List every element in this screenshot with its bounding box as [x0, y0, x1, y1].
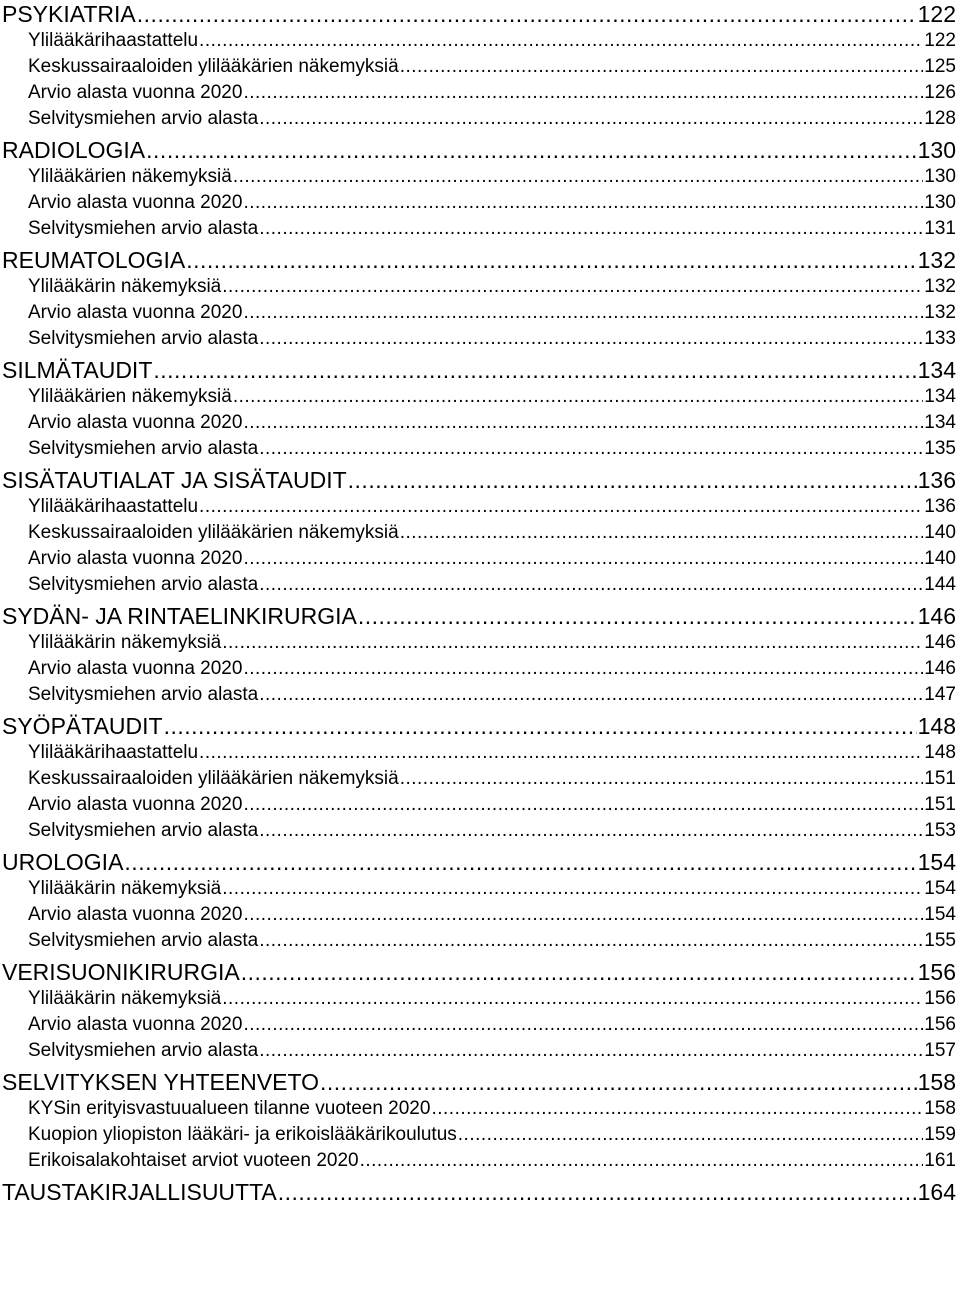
toc-subsection-entry[interactable]	[28, 164, 956, 190]
toc-entry-page-number: 130	[924, 192, 956, 213]
toc-entry-title: Selvitysmiehen arvio alasta	[28, 328, 259, 349]
toc-entry-title: Selvitysmiehen arvio alasta	[28, 218, 259, 239]
dot-leader	[222, 986, 923, 1012]
dot-leader	[146, 136, 916, 164]
dot-leader	[259, 106, 923, 132]
dot-leader	[400, 54, 924, 80]
dot-leader	[243, 80, 923, 106]
toc-entry-title: Arvio alasta vuonna 2020	[28, 412, 243, 433]
toc-subsection-entry[interactable]	[28, 326, 956, 352]
toc-entry-page-number: 130	[917, 137, 956, 163]
toc-entry-title: Arvio alasta vuonna 2020	[28, 82, 243, 103]
toc-chapter-entry[interactable]	[2, 1178, 956, 1206]
toc-subsection-entry[interactable]	[28, 740, 956, 766]
toc-entry-page-number: 144	[924, 574, 956, 595]
dot-leader	[153, 356, 916, 384]
dot-leader	[400, 766, 924, 792]
dot-leader	[259, 436, 923, 462]
toc-entry-title: Ylilääkärien näkemyksiä	[28, 166, 232, 187]
dot-leader	[124, 848, 916, 876]
dot-leader	[259, 682, 923, 708]
toc-entry-title: SILMÄTAUDIT	[2, 357, 153, 383]
dot-leader	[458, 1122, 924, 1148]
toc-entry-page-number: 132	[924, 276, 956, 297]
toc-entry-title: Arvio alasta vuonna 2020	[28, 658, 243, 679]
toc-entry-page-number: 133	[924, 328, 956, 349]
dot-leader	[243, 792, 923, 818]
toc-entry-title: Kuopion yliopiston lääkäri- ja erikoislääkärikoulutus	[28, 1124, 457, 1145]
toc-entry-page-number: 156	[924, 988, 956, 1009]
toc-entry-title: Ylilääkärin näkemyksiä	[28, 988, 222, 1009]
toc-entry-title: Arvio alasta vuonna 2020	[28, 794, 243, 815]
toc-entry-title: Selvitysmiehen arvio alasta	[28, 1040, 259, 1061]
dot-leader	[348, 466, 917, 494]
toc-subsection-entry[interactable]	[28, 792, 956, 818]
toc-entry-title: Arvio alasta vuonna 2020	[28, 192, 243, 213]
toc-entry-page-number: 159	[924, 1124, 956, 1145]
toc-subsection-entry[interactable]	[28, 928, 956, 954]
toc-entry-title: Keskussairaaloiden ylilääkärien näkemyksiä	[28, 522, 399, 543]
toc-entry-title: Erikoisalakohtaiset arviot vuoteen 2020	[28, 1150, 359, 1171]
toc-subsection-entry[interactable]	[28, 106, 956, 132]
toc-entry-page-number: 148	[924, 742, 956, 763]
toc-entry-title: Keskussairaaloiden ylilääkärien näkemyksiä	[28, 56, 399, 77]
toc-entry-page-number: 146	[917, 603, 956, 629]
toc-entry-title: Ylilääkärihaastattelu	[28, 496, 199, 517]
toc-entry-page-number: 128	[924, 108, 956, 129]
toc-entry-page-number: 140	[924, 522, 956, 543]
toc-entry-page-number: 154	[924, 904, 956, 925]
toc-chapter-entry[interactable]	[2, 466, 956, 494]
toc-entry-title: Arvio alasta vuonna 2020	[28, 1014, 243, 1035]
dot-leader	[243, 300, 923, 326]
toc-entry-title: SYÖPÄTAUDIT	[2, 713, 163, 739]
dot-leader	[400, 520, 924, 546]
dot-leader	[431, 1096, 923, 1122]
toc-entry-page-number: 147	[924, 684, 956, 705]
toc-subsection-entry[interactable]	[28, 1096, 956, 1122]
toc-entry-page-number: 135	[924, 438, 956, 459]
toc-entry-page-number: 146	[924, 632, 956, 653]
toc-entry-page-number: 130	[924, 166, 956, 187]
dot-leader	[222, 630, 923, 656]
toc-entry-page-number: 132	[917, 247, 956, 273]
dot-leader	[243, 656, 923, 682]
toc-entry-title: REUMATOLOGIA	[2, 247, 186, 273]
toc-entry-title: Selvitysmiehen arvio alasta	[28, 684, 259, 705]
toc-entry-title: PSYKIATRIA	[2, 1, 136, 27]
toc-entry-title: Ylilääkärin näkemyksiä	[28, 276, 222, 297]
dot-leader	[259, 216, 923, 242]
toc-entry-title: Selvitysmiehen arvio alasta	[28, 930, 259, 951]
toc-entry-title: Selvitysmiehen arvio alasta	[28, 574, 259, 595]
toc-subsection-entry[interactable]	[28, 54, 956, 80]
toc-chapter-entry[interactable]	[2, 0, 956, 28]
toc-subsection-entry[interactable]	[28, 28, 956, 54]
toc-subsection-entry[interactable]	[28, 1012, 956, 1038]
dot-leader	[259, 326, 923, 352]
toc-subsection-entry[interactable]	[28, 818, 956, 844]
toc-subsection-entry[interactable]	[28, 436, 956, 462]
dot-leader	[241, 958, 917, 986]
toc-entry-page-number: 132	[924, 302, 956, 323]
dot-leader	[199, 740, 923, 766]
toc-entry-title: Ylilääkärin näkemyksiä	[28, 632, 222, 653]
toc-entry-title: Keskussairaaloiden ylilääkärien näkemyksiä	[28, 768, 399, 789]
toc-entry-page-number: 131	[924, 218, 956, 239]
dot-leader	[259, 572, 923, 598]
toc-entry-page-number: 154	[924, 878, 956, 899]
toc-chapter-entry[interactable]	[2, 848, 956, 876]
toc-chapter-entry[interactable]	[2, 602, 956, 630]
toc-entry-page-number: 164	[917, 1179, 956, 1205]
toc-entry-page-number: 134	[924, 386, 956, 407]
dot-leader	[360, 1148, 924, 1174]
dot-leader	[243, 190, 923, 216]
toc-entry-page-number: 122	[924, 30, 956, 51]
toc-entry-title: Arvio alasta vuonna 2020	[28, 548, 243, 569]
toc-chapter-entry[interactable]	[2, 1068, 956, 1096]
toc-entry-page-number: 151	[924, 768, 956, 789]
toc-subsection-entry[interactable]	[28, 876, 956, 902]
toc-subsection-entry[interactable]	[28, 986, 956, 1012]
toc-entry-page-number: 136	[924, 496, 956, 517]
toc-entry-page-number: 154	[917, 849, 956, 875]
toc-subsection-entry[interactable]	[28, 300, 956, 326]
dot-leader	[199, 494, 923, 520]
toc-entry-title: Selvitysmiehen arvio alasta	[28, 438, 259, 459]
dot-leader	[186, 246, 916, 274]
toc-entry-page-number: 156	[924, 1014, 956, 1035]
toc-subsection-entry[interactable]	[28, 630, 956, 656]
dot-leader	[243, 410, 923, 436]
toc-chapter-entry[interactable]	[2, 958, 956, 986]
toc-entry-page-number: 158	[917, 1069, 956, 1095]
toc-entry-title: Ylilääkärin näkemyksiä	[28, 878, 222, 899]
toc-entry-page-number: 155	[924, 930, 956, 951]
toc-entry-title: Selvitysmiehen arvio alasta	[28, 108, 259, 129]
dot-leader	[137, 0, 917, 28]
toc-entry-page-number: 126	[924, 82, 956, 103]
toc-subsection-entry[interactable]	[28, 902, 956, 928]
toc-entry-page-number: 158	[924, 1098, 956, 1119]
toc-chapter-entry[interactable]	[2, 246, 956, 274]
toc-entry-title: VERISUONIKIRURGIA	[2, 959, 240, 985]
dot-leader	[233, 164, 923, 190]
toc-subsection-entry[interactable]	[28, 1148, 956, 1174]
dot-leader	[222, 274, 923, 300]
dot-leader	[259, 1038, 923, 1064]
toc-entry-page-number: 136	[917, 467, 956, 493]
toc-subsection-entry[interactable]	[28, 520, 956, 546]
toc-entry-page-number: 157	[924, 1040, 956, 1061]
toc-entry-title: Arvio alasta vuonna 2020	[28, 904, 243, 925]
toc-entry-page-number: 156	[917, 959, 956, 985]
toc-chapter-entry[interactable]	[2, 712, 956, 740]
toc-entry-page-number: 151	[924, 794, 956, 815]
toc-entry-page-number: 122	[917, 1, 956, 27]
dot-leader	[278, 1178, 917, 1206]
toc-subsection-entry[interactable]	[28, 682, 956, 708]
toc-subsection-entry[interactable]	[28, 1038, 956, 1064]
toc-entry-page-number: 125	[924, 56, 956, 77]
dot-leader	[259, 928, 923, 954]
dot-leader	[199, 28, 923, 54]
toc-entry-page-number: 134	[917, 357, 956, 383]
dot-leader	[222, 876, 923, 902]
toc-entry-page-number: 148	[917, 713, 956, 739]
dot-leader	[243, 1012, 923, 1038]
toc-entry-page-number: 134	[924, 412, 956, 433]
dot-leader	[259, 818, 923, 844]
toc-entry-title: RADIOLOGIA	[2, 137, 146, 163]
toc-entry-title: Ylilääkärihaastattelu	[28, 742, 199, 763]
toc-subsection-entry[interactable]	[28, 384, 956, 410]
dot-leader	[243, 902, 923, 928]
toc-entry-title: Selvitysmiehen arvio alasta	[28, 820, 259, 841]
toc-entry-title: KYSin erityisvastuualueen tilanne vuoteen 2020	[28, 1098, 431, 1119]
toc-subsection-entry[interactable]	[28, 216, 956, 242]
toc-entry-page-number: 161	[924, 1150, 956, 1171]
toc-entry-page-number: 153	[924, 820, 956, 841]
toc-entry-title: SISÄTAUTIALAT JA SISÄTAUDIT	[2, 467, 347, 493]
toc-subsection-entry[interactable]	[28, 80, 956, 106]
toc-subsection-entry[interactable]	[28, 766, 956, 792]
dot-leader	[243, 546, 923, 572]
toc-entry-title: SYDÄN- JA RINTAELINKIRURGIA	[2, 603, 357, 629]
toc-chapter-entry[interactable]	[2, 356, 956, 384]
toc-subsection-entry[interactable]	[28, 572, 956, 598]
toc-chapter-entry[interactable]	[2, 136, 956, 164]
dot-leader	[358, 602, 917, 630]
dot-leader	[320, 1068, 917, 1096]
toc-entry-title: UROLOGIA	[2, 849, 124, 875]
toc-entry-title: Ylilääkärihaastattelu	[28, 30, 199, 51]
toc-entry-title: Arvio alasta vuonna 2020	[28, 302, 243, 323]
toc-entry-title: Ylilääkärien näkemyksiä	[28, 386, 232, 407]
toc-subsection-entry[interactable]	[28, 410, 956, 436]
toc-entry-page-number: 146	[924, 658, 956, 679]
toc-entry-title: SELVITYKSEN YHTEENVETO	[2, 1069, 319, 1095]
dot-leader	[164, 712, 917, 740]
toc-subsection-entry[interactable]	[28, 190, 956, 216]
toc-entry-page-number: 140	[924, 548, 956, 569]
toc-subsection-entry[interactable]	[28, 546, 956, 572]
dot-leader	[233, 384, 923, 410]
toc-entry-title: TAUSTAKIRJALLISUUTTA	[2, 1179, 277, 1205]
toc-subsection-entry[interactable]	[28, 656, 956, 682]
toc-subsection-entry[interactable]	[28, 274, 956, 300]
toc-subsection-entry[interactable]	[28, 494, 956, 520]
toc-subsection-entry[interactable]	[28, 1122, 956, 1148]
